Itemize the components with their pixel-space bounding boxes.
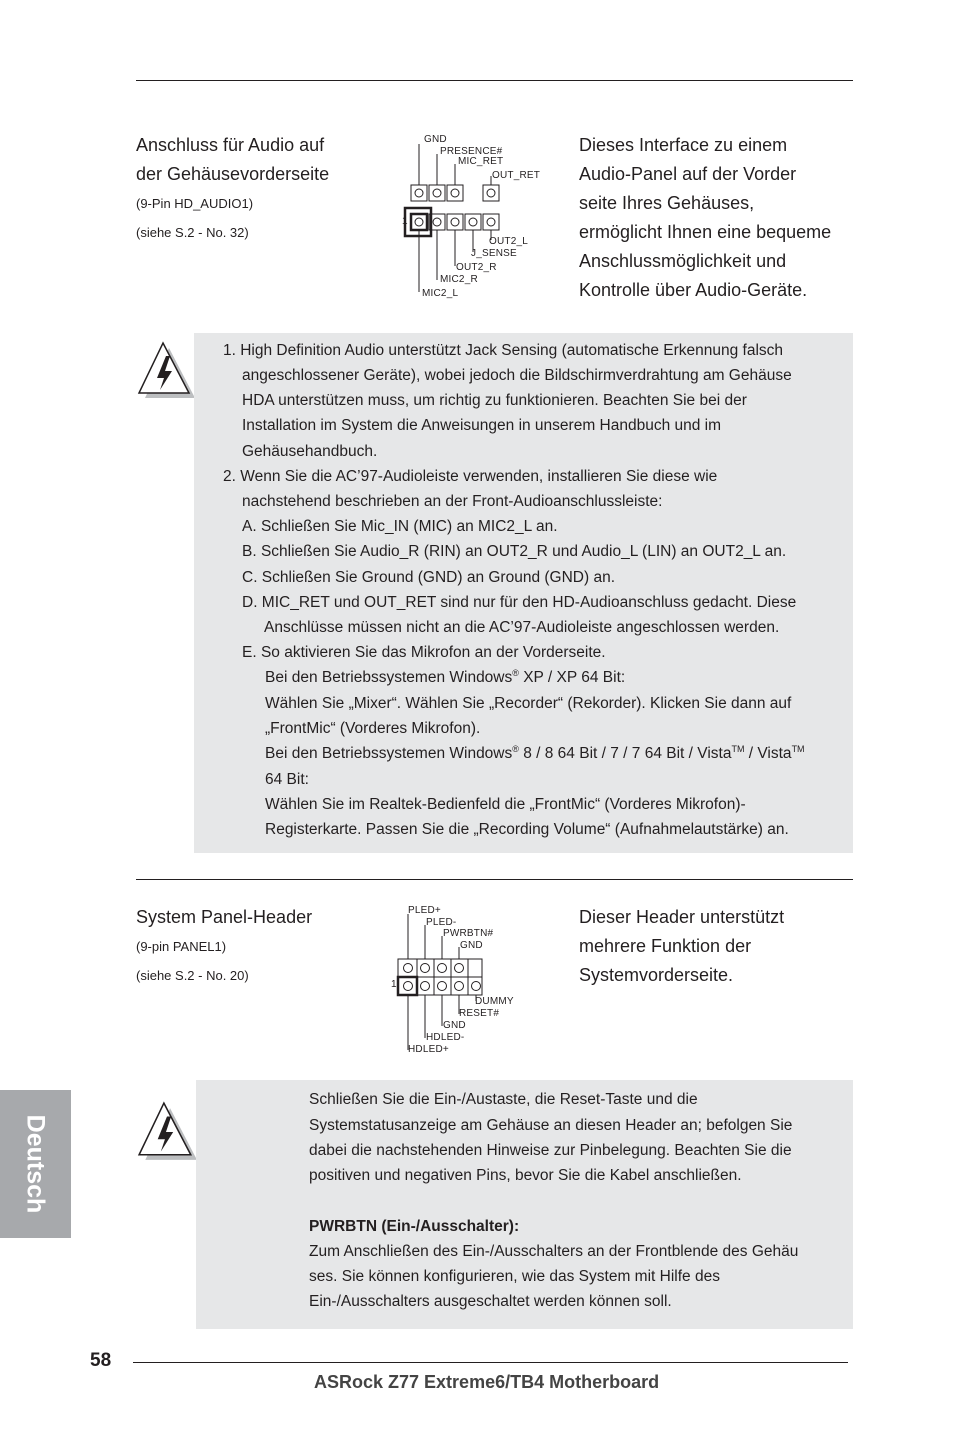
panel-note-line: Systemstatusanzeige am Gehäuse an diesen Header an; befolgen Sie: [309, 1117, 793, 1134]
audio-title-line-1: Anschluss für Audio auf: [136, 135, 325, 155]
pwrbtn-line: Zum Anschließen des Ein-/Ausschalters an der Frontblende des Gehäu: [309, 1243, 799, 1260]
panel-header-diagram: [390, 904, 530, 1056]
pwrbtn-heading: PWRBTN (Ein-/Ausschalter):: [309, 1218, 520, 1235]
audio-desc-line-3: seite Ihres Gehäuses,: [579, 193, 755, 213]
panel-pin-pwrbtn: PWRBTN#: [443, 928, 494, 939]
audio-pin-mic-ret: MIC_RET: [458, 156, 504, 167]
panel-ref: (siehe S.2 - No. 20): [136, 968, 249, 983]
audio-note-os-line-vista: [265, 744, 805, 764]
top-rule: [136, 80, 853, 81]
os-prefix: Bei den Betriebssystemen Windows: [265, 669, 513, 686]
panel-desc-line-1: Dieser Header unterstützt: [579, 907, 785, 927]
panel-pin-gnd-top: GND: [460, 940, 483, 951]
audio-note-line: C. Schließen Sie Ground (GND) an Ground (GND) an.: [242, 569, 615, 586]
audio-note-line: 64 Bit:: [265, 771, 309, 788]
audio-desc-line-4: ermöglicht Ihnen eine bequeme: [579, 222, 832, 242]
panel-pin-pled-minus: PLED-: [426, 917, 457, 928]
os-versions: 8 / 8 64 Bit / 7 / 7 64 Bit / Vista: [523, 745, 732, 762]
os-vista-sep: / Vista: [744, 745, 792, 762]
audio-note-line: Registerkarte. Passen Sie die „Recording Volume“ (Aufnahmelautstärke) an.: [265, 821, 789, 838]
audio-note-line: Installation im System die Anweisungen in unserem Handbuch und im: [242, 417, 722, 434]
registered-mark: ®: [512, 668, 519, 678]
trademark: TM: [791, 744, 805, 754]
audio-note-line: nachstehend beschrieben an der Front-Audioanschlussleiste:: [242, 493, 663, 510]
panel-pin-name: (9-pin PANEL1): [136, 939, 227, 954]
panel-note-box: [196, 1080, 853, 1329]
audio-note-line: Wählen Sie im Realtek-Bedienfeld die „FrontMic“ (Vorderes Mikrofon)-: [265, 796, 746, 813]
trademark: TM: [731, 744, 745, 754]
audio-pin-out2-r: OUT2_R: [456, 262, 497, 273]
audio-desc-line-5: Anschlussmöglichkeit und: [579, 251, 787, 271]
panel-pin-hdled-minus: HDLED-: [426, 1032, 465, 1043]
audio-pin-out-ret: OUT_RET: [492, 170, 541, 181]
panel-note-line: Schließen Sie die Ein-/Austaste, die Reset-Taste und die: [309, 1091, 698, 1108]
os-prefix: Bei den Betriebssystemen Windows: [265, 745, 513, 762]
audio-pin-mic2-r: MIC2_R: [440, 274, 478, 285]
panel-pin-reset: RESET#: [459, 1008, 500, 1019]
panel-title: System Panel-Header: [136, 907, 313, 927]
audio-note-line: Gehäusehandbuch.: [242, 443, 378, 460]
audio-title-line-2: der Gehäusevorderseite: [136, 164, 330, 184]
audio-pin-j-sense: J_SENSE: [471, 248, 517, 259]
audio-desc-line-6: Kontrolle über Audio-Geräte.: [579, 280, 808, 300]
panel-note-line: positiven und negativen Pins, bevor Sie die Kabel anschließen.: [309, 1167, 742, 1184]
audio-desc-line-1: Dieses Interface zu einem: [579, 135, 788, 155]
audio-pin-1: 1: [402, 216, 408, 227]
audio-pin-presence: PRESENCE#: [440, 146, 503, 157]
os-xp: XP / XP 64 Bit:: [523, 669, 626, 686]
audio-note-line: Wählen Sie „Mixer“. Wählen Sie „Recorder“ (Rekorder). Klicken Sie dann auf: [265, 695, 792, 712]
audio-pin-name: (9-Pin HD_AUDIO1): [136, 196, 254, 211]
audio-ref: (siehe S.2 - No. 32): [136, 225, 249, 240]
panel-pin-pled-plus: PLED+: [408, 905, 441, 916]
audio-note-line: HDA unterstützen muss, um richtig zu funktionieren. Beachten Sie bei der: [242, 392, 747, 409]
audio-note-os-line-xp: [265, 668, 625, 688]
panel-pin-hdled-plus: HDLED+: [408, 1044, 449, 1055]
audio-note-line: angeschlossener Geräte), wobei jedoch die Bildschirmverdrahtung am Gehäuse: [242, 367, 792, 384]
audio-note-line: 1. High Definition Audio unterstützt Jack Sensing (automatische Erkennung falsch: [223, 342, 784, 359]
panel-pin-1: 1: [391, 979, 397, 990]
pwrbtn-line: ses. Sie können konfigurieren, wie das System mit Hilfe des: [309, 1268, 720, 1285]
footer-title: ASRock Z77 Extreme6/TB4 Motherboard: [314, 1372, 660, 1392]
footer-rule: [133, 1362, 848, 1363]
audio-pin-gnd: GND: [424, 134, 447, 145]
audio-pin-out2-l: OUT2_L: [489, 236, 528, 247]
panel-desc-line-2: mehrere Funktion der: [579, 936, 752, 956]
pwrbtn-line: Ein-/Ausschalters ausgeschaltet werden können soll.: [309, 1293, 672, 1310]
language-tab-label: Deutsch: [21, 1114, 50, 1214]
panel-note-line: dabei die nachstehenden Hinweise zur Pinbelegung. Beachten Sie die: [309, 1142, 792, 1159]
audio-note-line: 2. Wenn Sie die AC’97-Audioleiste verwenden, installieren Sie diese wie: [223, 468, 718, 485]
audio-desc-line-2: Audio-Panel auf der Vorder: [579, 164, 797, 184]
audio-header-diagram: [396, 132, 546, 304]
panel-desc-line-3: Systemvorderseite.: [579, 965, 734, 985]
panel-pin-dummy: DUMMY: [475, 996, 514, 1007]
section-rule: [136, 879, 853, 880]
audio-note-line: D. MIC_RET und OUT_RET sind nur für den HD-Audioanschluss gedacht. Diese: [242, 594, 797, 611]
panel-pin-gnd-bottom: GND: [443, 1020, 466, 1031]
page-number: 58: [90, 1350, 112, 1371]
language-tab: [0, 1090, 71, 1238]
audio-note-line: Anschlüsse müssen nicht an die AC’97-Audioleiste angeschlossen werden.: [264, 619, 780, 636]
warning-icon: [136, 340, 196, 400]
audio-note-line: „FrontMic“ (Vorderes Mikrofon).: [265, 720, 481, 737]
audio-note-line: E. So aktivieren Sie das Mikrofon an der Vorderseite.: [242, 644, 606, 661]
registered-mark: ®: [512, 744, 519, 754]
audio-note-box: [194, 333, 853, 853]
audio-note-line: B. Schließen Sie Audio_R (RIN) an OUT2_R und Audio_L (LIN) an OUT2_L an.: [242, 543, 787, 560]
audio-pin-mic2-l: MIC2_L: [422, 288, 459, 299]
warning-icon: [136, 1100, 198, 1162]
audio-note-line: A. Schließen Sie Mic_IN (MIC) an MIC2_L an.: [242, 518, 558, 535]
